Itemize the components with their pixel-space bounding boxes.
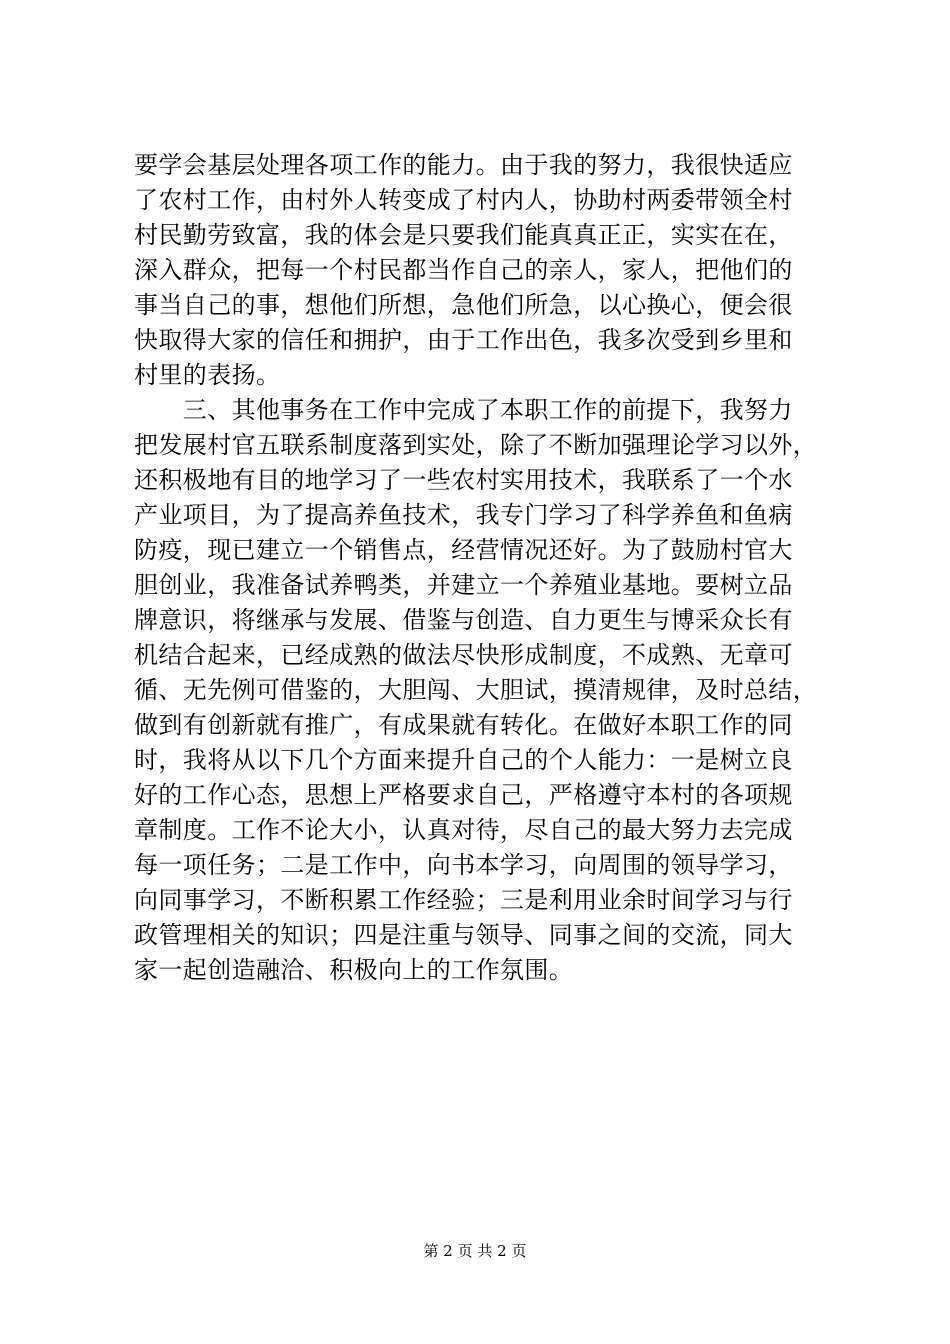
text-line: 章制度。工作不论大小，认真对待，尽自己的最大努力去完成 (134, 816, 793, 844)
text-line: 事当自己的事，想他们所想，急他们所急，以心换心，便会很 (134, 291, 793, 319)
text-line: 胆创业，我准备试养鸭类，并建立一个养殖业基地。要树立品 (134, 571, 793, 599)
text-line: 把发展村官五联系制度落到实处，除了不断加强理论学习以外， (134, 431, 818, 459)
text-line: 快取得大家的信任和拥护，由于工作出色，我多次受到乡里和 (134, 326, 793, 354)
text-line: 牌意识，将继承与发展、借鉴与创造、自力更生与博采众长有 (134, 606, 793, 634)
body-text (134, 148, 824, 988)
text-line: 好的工作心态，思想上严格要求自己，严格遵守本村的各项规 (134, 781, 793, 809)
text-line: 三、其他事务在工作中完成了本职工作的前提下，我努力 (134, 396, 793, 424)
text-line: 家一起创造融洽、积极向上的工作氛围。 (134, 956, 574, 984)
page-number-footer: 第 2 页 共 2 页 (423, 1242, 527, 1260)
text-line: 机结合起来，已经成熟的做法尽快形成制度，不成熟、无章可 (134, 641, 793, 669)
text-line: 每一项任务；二是工作中，向书本学习，向周围的领导学习， (134, 851, 793, 879)
text-line: 深入群众，把每一个村民都当作自己的亲人，家人，把他们的 (134, 256, 793, 284)
text-line: 产业项目，为了提高养鱼技术，我专门学习了科学养鱼和鱼病 (134, 501, 793, 529)
text-line: 要学会基层处理各项工作的能力。由于我的努力，我很快适应 (134, 151, 793, 179)
text-line: 村民勤劳致富，我的体会是只要我们能真真正正，实实在在， (134, 221, 793, 249)
text-line: 向同事学习，不断积累工作经验；三是利用业余时间学习与行 (134, 886, 793, 914)
text-line: 村里的表扬。 (134, 361, 281, 389)
text-line: 政管理相关的知识；四是注重与领导、同事之间的交流，同大 (134, 921, 793, 949)
text-line: 还积极地有目的地学习了一些农村实用技术，我联系了一个水 (134, 466, 793, 494)
text-line: 时，我将从以下几个方面来提升自己的个人能力：一是树立良 (134, 746, 793, 774)
text-line: 循、无先例可借鉴的，大胆闯、大胆试，摸清规律，及时总结， (134, 676, 818, 704)
text-line: 做到有创新就有推广，有成果就有转化。在做好本职工作的同 (134, 711, 793, 739)
text-line: 防疫，现已建立一个销售点，经营情况还好。为了鼓励村官大 (134, 536, 793, 564)
text-line: 了农村工作，由村外人转变成了村内人，协助村两委带领全村 (134, 186, 793, 214)
